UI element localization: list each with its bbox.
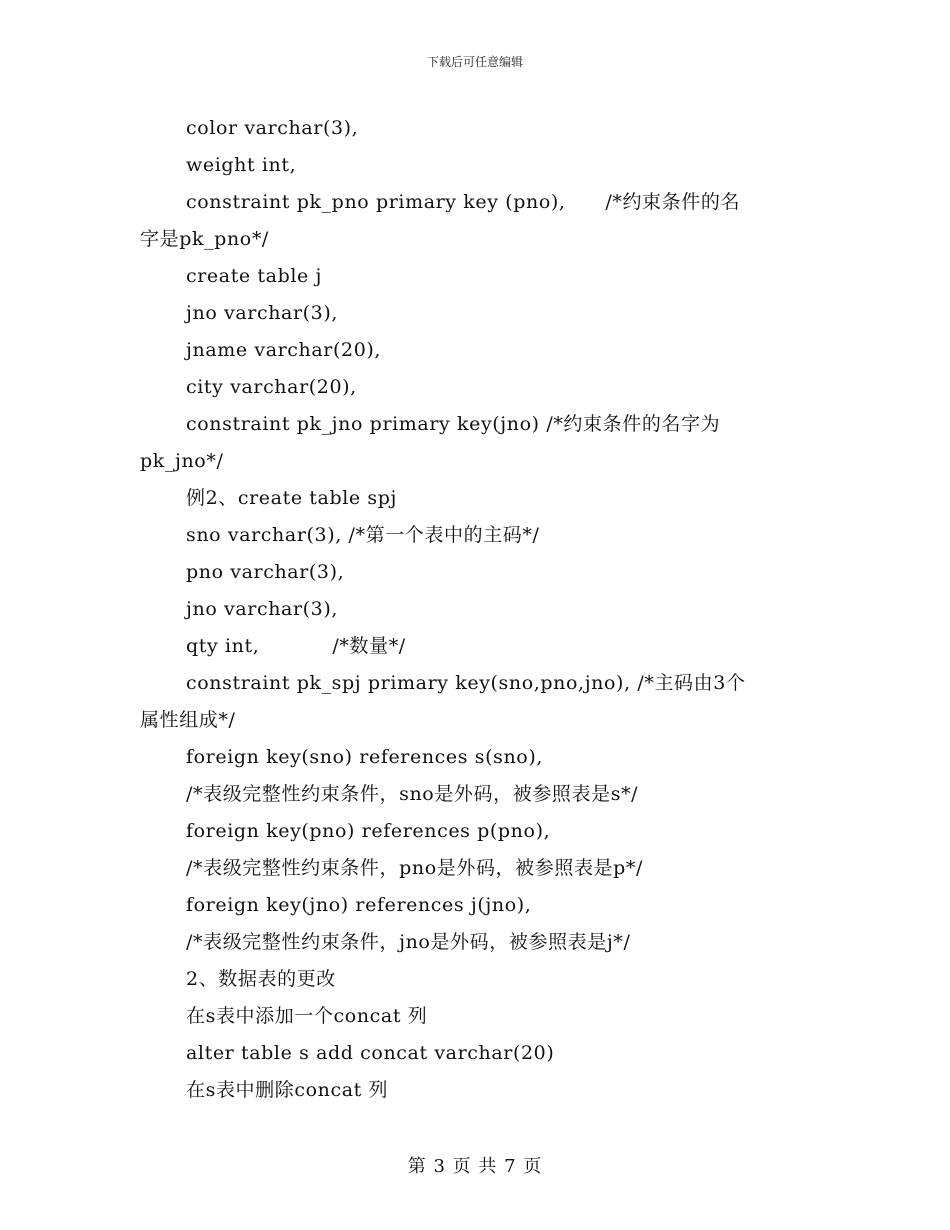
text-line: color varchar(3), — [186, 117, 359, 139]
page-header: 下载后可任意编辑 — [426, 55, 523, 69]
text-line: 例2、create table spj — [186, 487, 397, 509]
text-line: constraint pk_pno primary key (pno), /*约束条件的名 — [186, 191, 741, 213]
text-line: qty int, /*数量*/ — [186, 635, 406, 657]
text-line: pno varchar(3), — [186, 561, 345, 583]
text-line: jname varchar(20), — [186, 339, 382, 361]
document-body — [140, 110, 810, 1109]
text-line: 字是pk_pno*/ — [140, 228, 269, 250]
text-line: jno varchar(3), — [186, 302, 338, 324]
text-line: constraint pk_spj primary key(sno,pno,jno), /*主码由3个 — [186, 672, 746, 694]
text-line: /*表级完整性约束条件，sno是外码，被参照表是s*/ — [186, 783, 639, 805]
text-line: constraint pk_jno primary key(jno) /*约束条件的名字为 — [186, 413, 721, 435]
text-line: /*表级完整性约束条件，jno是外码，被参照表是j*/ — [186, 931, 631, 953]
text-line: foreign key(pno) references p(pno), — [186, 820, 551, 842]
text-line: weight int, — [186, 154, 297, 176]
text-line: create table j — [186, 265, 322, 287]
text-line: city varchar(20), — [186, 376, 357, 398]
text-line: alter table s add concat varchar(20) — [186, 1042, 555, 1064]
text-line: 在s表中删除concat 列 — [186, 1079, 389, 1101]
text-line: 在s表中添加一个concat 列 — [186, 1005, 428, 1027]
text-line: sno varchar(3), /*第一个表中的主码*/ — [186, 524, 540, 546]
text-line: 属性组成*/ — [140, 709, 236, 731]
text-line: pk_jno*/ — [140, 450, 224, 472]
text-line: foreign key(sno) references s(sno), — [186, 746, 543, 768]
page-footer: 第 3 页 共 7 页 — [407, 1156, 543, 1177]
text-line: 2、数据表的更改 — [186, 968, 336, 990]
text-line: foreign key(jno) references j(jno), — [186, 894, 532, 916]
text-line: jno varchar(3), — [186, 598, 338, 620]
text-line: /*表级完整性约束条件，pno是外码，被参照表是p*/ — [186, 857, 644, 879]
